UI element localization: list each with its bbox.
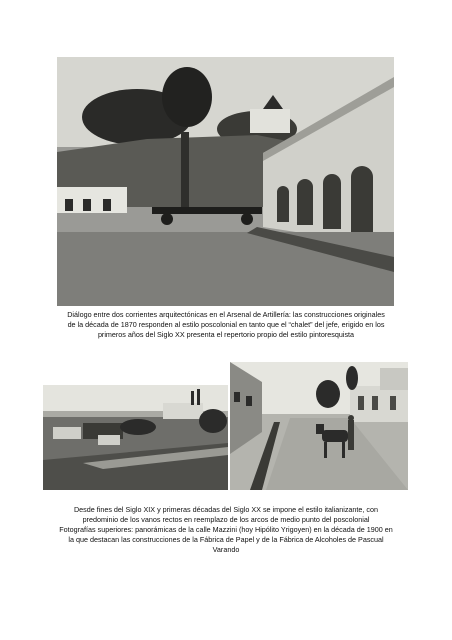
arsenal-courtyard-photo: [57, 57, 394, 306]
caption-line: predominio de los vanos rectos en reemplazo de los arcos de medio punto del poscolonial: [82, 515, 370, 524]
top-photo-caption: [40, 310, 412, 340]
caption-line: Varando: [212, 545, 240, 554]
caption-line: primeros años del Siglo XX presenta el repertorio propio del estilo pintoresquista: [97, 330, 355, 339]
caption-line: Fotografías superiores: panorámicas de la calle Mazzini (hoy Hipólito Yrigoyen) en la década de 1900 en: [59, 525, 393, 534]
street-with-horse-photo: [230, 362, 408, 490]
caption-line: de la década de 1870 responden al estilo poscolonial en tanto que el “chalet” del jefe, erigido en los: [67, 320, 385, 329]
caption-line: la que destacan las construcciones de la Fábrica de Papel y de la Fábrica de Alcoholes de Pascual: [68, 535, 384, 544]
caption-line: Diálogo entre dos corrientes arquitectónicas en el Arsenal de Artillería: las construcciones originales: [67, 310, 385, 319]
bottom-photos-caption: [40, 505, 412, 555]
caption-line: Desde fines del Siglo XIX y primeras décadas del Siglo XX se impone el estilo italianizante, con: [73, 505, 379, 514]
calle-mazzini-panorama-photo: [43, 385, 228, 490]
